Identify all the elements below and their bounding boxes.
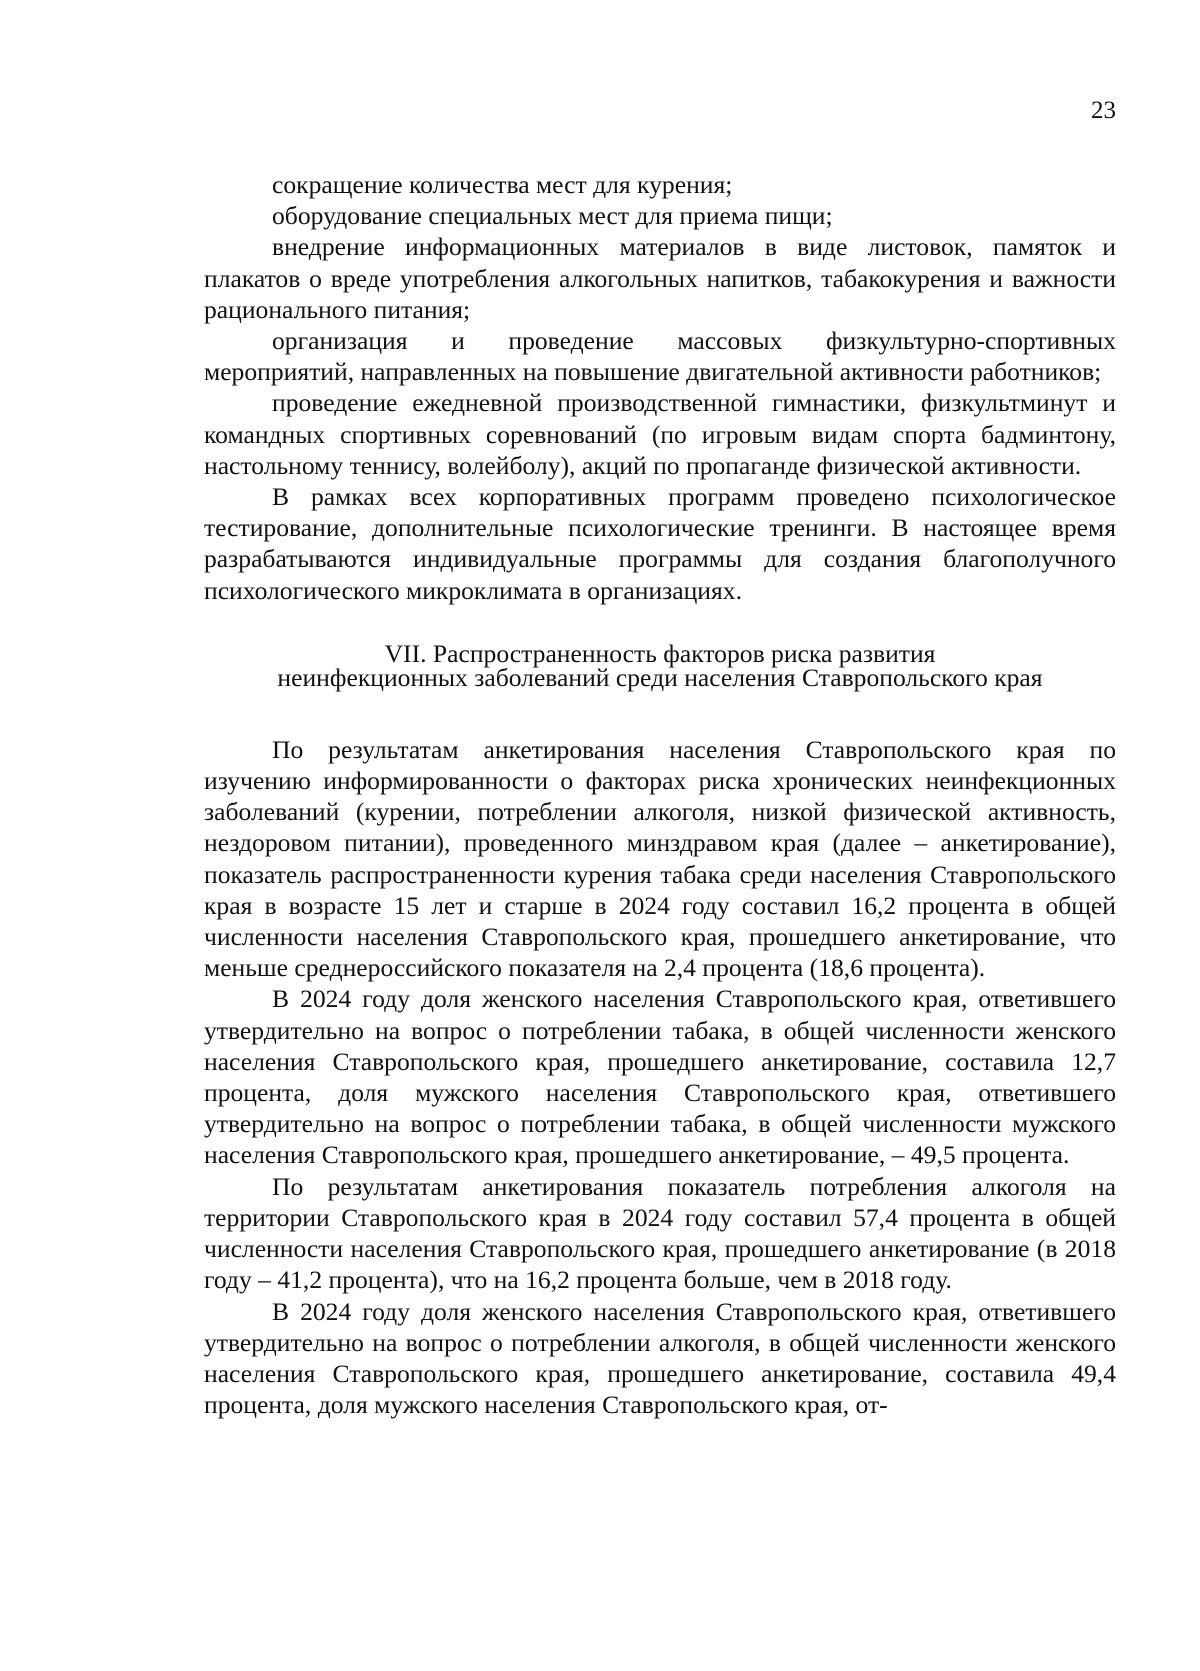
paragraph: В 2024 году доля женского населения Ставропольского края, ответившего утвердительно на вопрос о потреблении алкоголя, в общей численности женского населения Ставропольского края, прошедшего анкетирование, составила 49,4 процента, доля мужского населения Ставропольского края, от- xyxy=(204,1296,1116,1420)
paragraph: В 2024 году доля женского населения Ставропольского края, ответившего утвердительно на вопрос о потреблении табака, в общей численности женского населения Ставропольского края, прошедшего анкетирование, составила 12,7 процента, доля мужского населения Ставропольского края, ответившего утвердительно на вопрос о потреблении табака, в общей численности мужского населения Ставропольского края, прошедшего анкетирование, – 49,5 процента. xyxy=(204,984,1116,1170)
paragraph: организация и проведение массовых физкультурно-спортивных мероприятий, направленных на повышение двигательной активности работников; xyxy=(204,326,1116,387)
paragraph: сокращение количества мест для курения; xyxy=(272,170,733,199)
paragraph: внедрение информационных материалов в виде листовок, памяток и плакатов о вреде употребления алкогольных напитков, табакокурения и важности рационального питания; xyxy=(204,232,1116,324)
section-heading xyxy=(204,638,1116,692)
section-heading-line-2: неинфекционных заболеваний среди населения Ставропольского края xyxy=(277,662,1043,692)
section-heading-line-1: VII. Распространенность факторов риска развития xyxy=(384,638,936,668)
paragraph: По результатам анкетирования населения Ставропольского края по изучению информированности о факторах риска хронических неинфекционных заболеваний (курении, потреблении алкоголя, низкой физической активность, нездоровом питании), проведенного минздравом края (далее – анкетирование), показатель распространенности курения табака среди населения Ставропольского края в возрасте 15 лет и старше в 2024 году составил 16,2 процента в общей численности населения Ставропольского края, прошедшего анкетирование, что меньше среднероссийского показателя на 2,4 процента (18,6 процента). xyxy=(204,734,1116,983)
document-body xyxy=(204,169,1116,1420)
page-number: 23 xyxy=(1091,97,1116,124)
paragraph: проведение ежедневной производственной гимнастики, физкультминут и командных спортивных соревнований (по игровым видам спорта бадминтону, настольному теннису, волейболу), акций по пропаганде физической активности. xyxy=(204,388,1116,480)
paragraph: По результатам анкетирования показатель потребления алкоголя на территории Ставропольского края в 2024 году составил 57,4 процента в общей численности населения Ставропольского края, прошедшего анкетирование (в 2018 году – 41,2 процента), что на 16,2 процента больше, чем в 2018 году. xyxy=(204,1171,1116,1295)
paragraph: оборудование специальных мест для приема пищи; xyxy=(272,201,833,231)
paragraph: В рамках всех корпоративных программ проведено психологическое тестирование, дополнительные психологические тренинги. В настоящее время разрабатываются индивидуальные программы для создания благополучного психологического микроклимата в организациях. xyxy=(204,482,1116,605)
